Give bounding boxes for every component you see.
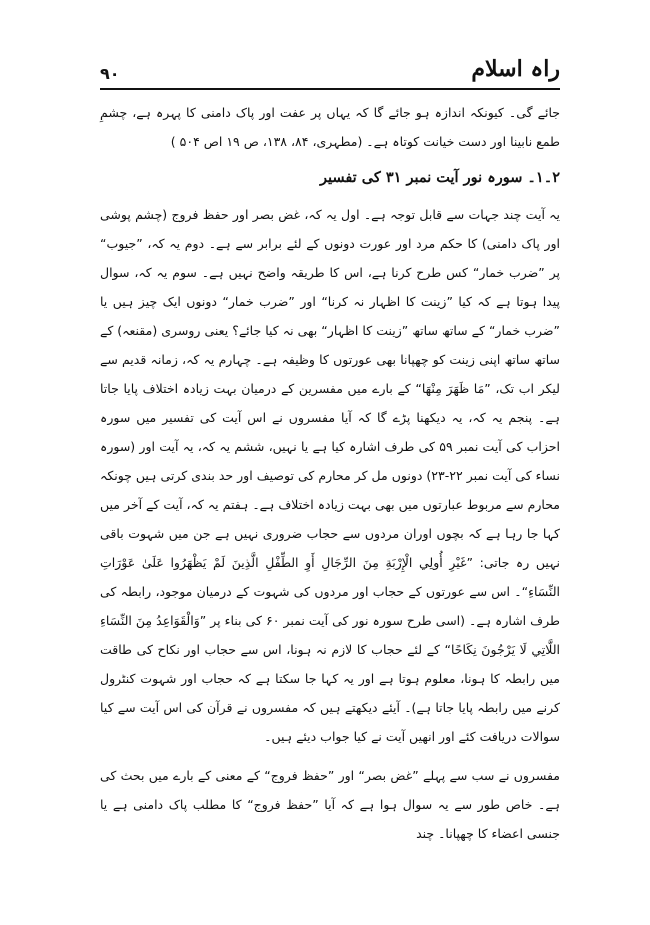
paragraph-analysis: [100, 200, 560, 751]
paragraph-continuation: جائے گی۔ کیونکہ اندازہ ہو جائے گا کہ یہاں پر عفت اور پاک دامنی کا پہرہ ہے، چشمِ طمع نابینا اور دست خیانت کوتاہ ہے۔ (مطہری، ۸۴، ۱۳۸، ص ۱۹ اص ۵۰۴ ): [100, 105, 560, 149]
page-number: ۹۰: [100, 64, 120, 83]
paragraph-text: یہ آیت چند جہات سے قابل توجہ ہے۔ اول یہ کہ، غض بصر اور حفظ فروج (چشم پوشی اور پاک دامنی) کا حکم مرد اور عورت دونوں کے لئے برابر سے ہے۔ دوم یہ کہ، ”جیوب“ پر ”ضرب خمار“ کس طرح کرنا ہے، اس کا طریقہ واضح نہیں ہے۔ سوم یہ کہ، سوال پیدا ہوتا ہے کہ کیا ”زینت کا اظہار نہ کرنا“ اور ”ضرب خمار“ دونوں ایک چیز ہیں یا ”ضرب خمار“ کے ساتھ ساتھ ”زینت کا اظہار“ بھی نہ کیا جائے؟ یعنی روسری (مقنعہ) کے ساتھ ساتھ اپنی زینت کو چھپانا بھی عورتوں کا وظیفہ ہے۔ چہارم یہ کہ، زمانہ قدیم سے لیکر اب تک، ”: [100, 207, 560, 396]
paragraph-gap: [100, 751, 560, 761]
running-title: راہ اسلام: [471, 56, 560, 82]
paragraph-text: “ کے لئے حجاب کا لازم نہ ہونا، اس سے حجاب اور نکاح کی طاقت میں رابطہ کا ہونا، معلوم ہوتا ہے اور یہ کہا جا سکتا ہے کہ حجاب اور شہوت کنٹرول کرنے میں رابطہ پایا جاتا ہے)۔ آیئے دیکھتے ہیں کہ مفسروں نے قرآن کی اس آیت سے کیا سوالات دریافت کئے اور انھیں آیت نے کیا جواب دیئے ہیں۔: [100, 642, 560, 744]
paragraph-text: “۔ اس سے عورتوں کے حجاب اور مردوں کی شہوت کے درمیان موجود، رابطہ کی طرف اشارہ ہے۔ (اسی طرح سورہ نور کی آیت نمبر ۶۰ کی بناء پر ”: [100, 584, 560, 628]
page-header: [100, 56, 560, 96]
header-divider: [100, 88, 560, 90]
quran-quote: غَيْرِ أُولِي الْإِرْبَةِ مِنَ الرِّجَالِ أَوِ الطِّفْلِ الَّذِينَ لَمْ يَظْهَرُوا عَلَىٰ عَوْرَاتِ النِّسَاءِ: [100, 555, 560, 599]
quran-quote: وَالْقَوَاعِدُ مِنَ النِّسَاءِ اللَّاتِي لَا يَرْجُونَ نِكَاحًا: [100, 613, 560, 657]
body-text: [100, 98, 560, 848]
quran-quote: مَا ظَهَرَ مِنْهَا: [421, 381, 485, 396]
paragraph-text: “ کے بارے میں مفسرین کے درمیان بہت زیادہ اختلاف پایا جاتا ہے۔ پنجم یہ کہ، یہ دیکھنا پڑے گا کہ آیا مفسروں نے اس آیت کی تفسیر میں سورہ احزاب کی آیت نمبر ۵۹ کی طرف اشارہ کیا ہے یا نہیں، ششم یہ کہ، یہ آیت اور (سورہ نساء کی آیت نمبر ۲۲-۲۳) دونوں مل کر محارم کی توصیف اور حد بندی کرتی ہیں چونکہ محارم سے مربوط عبارتوں میں بھی بہت زیادہ اختلاف ہے۔ ہفتم یہ کہ، آیت کے آخر میں کہا جا رہا ہے کہ بچوں اوران مردوں سے حجاب ضروری نہیں ہے جن میں شہوت باقی نہیں رہ جاتی: ”: [100, 381, 560, 570]
section-heading: ۲۔۱۔ سورہ نور آیت نمبر ۳۱ کی تفسیر: [320, 169, 560, 186]
paragraph-commentators: مفسروں نے سب سے پہلے ”غض بصر“ اور ”حفظ فروج“ کے معنی کے بارے میں بحث کی ہے۔ خاص طور سے یہ سوال ہوا ہے کہ آیا ”حفظ فروج“ کا مطلب پاک دامنی ہے یا جنسی اعضاء کا چھپانا۔ چند: [100, 768, 560, 841]
